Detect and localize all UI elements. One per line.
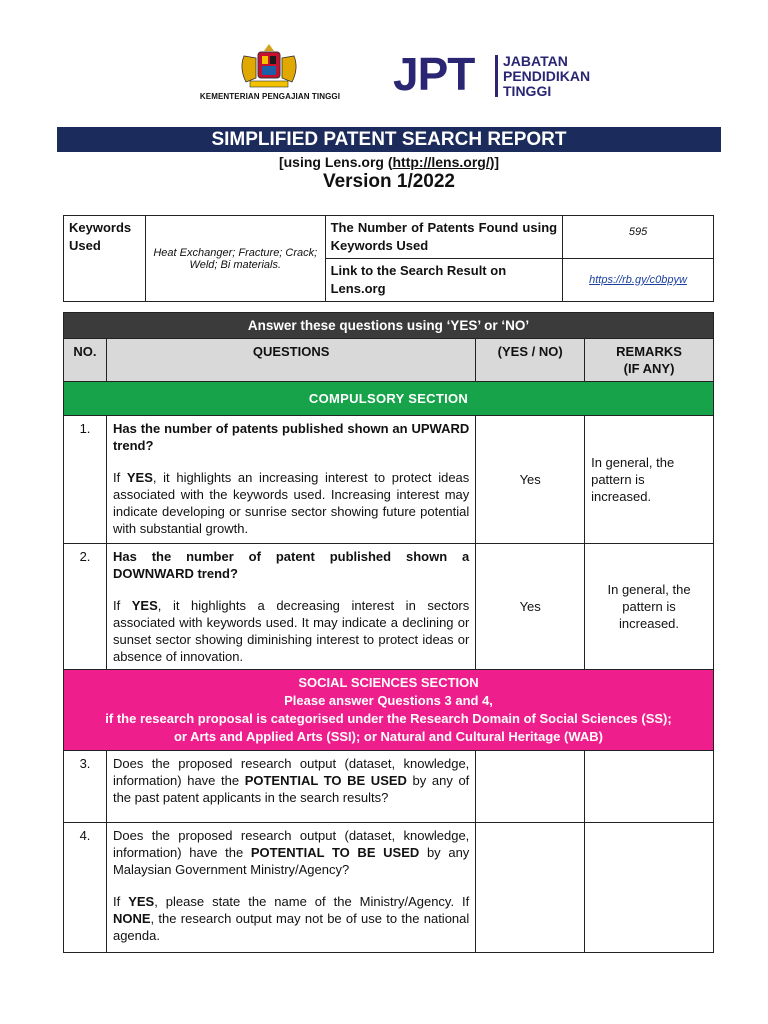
keywords-value: Heat Exchanger; Fracture; Crack; Weld; Bi materials. [145,216,325,302]
jpt-logo-acronym: JPT [393,48,475,100]
table-row [64,544,714,670]
report-subtitle: [using Lens.org (http://lens.org/)] [278,154,500,170]
question-cell: Has the number of patents published shown an UPWARD trend? If YES, it highlights an increasing interest to protect ideas associated with the keywords used. Increasing interest may indicate developing or sunrise sector showing future potential with substantial growth. [106,416,475,544]
remarks-cell[interactable]: In general, the pattern is increased. [585,544,714,670]
malaysia-coat-of-arms-logo [236,42,302,90]
question-number: 4. [64,823,107,953]
table-row [64,751,714,823]
table-row [64,823,714,953]
ministry-label: KEMENTERIAN PENGAJIAN TINGGI [199,92,341,101]
answer-cell[interactable]: Yes [476,416,585,544]
question-number: 2. [64,544,107,670]
keywords-label: Keywords Used [64,216,146,302]
search-result-link[interactable]: https://rb.gy/c0bpyw [589,274,687,286]
question-cell: Has the number of patent published shown a DOWNWARD trend? If YES, it highlights a decreasing interest in sectors associated with keywords used. It may indicate a declining or sunset sector showing diminishing interest to protect ideas or absence of innovation. [106,544,475,670]
answer-cell[interactable] [476,823,585,953]
remarks-cell[interactable] [585,823,714,953]
question-number: 1. [64,416,107,544]
patent-count-label: The Number of Patents Found using Keywords Used [325,216,562,259]
answer-cell[interactable]: Yes [476,544,585,670]
search-link-label: Link to the Search Result on Lens.org [325,259,562,302]
question-number: 3. [64,751,107,823]
keywords-table [63,215,714,302]
col-remarks-header: REMARKS (IF ANY) [585,339,714,382]
patent-count-value: 595 [563,216,714,259]
col-no-header: NO. [64,339,107,382]
col-yesno-header: (YES / NO) [476,339,585,382]
social-sciences-section-header: SOCIAL SCIENCES SECTION Please answer Questions 3 and 4, if the research proposal is categorised under the Research Domain of Social Sciences (SS); or Arts and Applied Arts (SSI); or Natural and Cultural Heritage (WAB) [64,670,714,751]
remarks-cell[interactable]: In general, the pattern is increased. [585,416,714,544]
question-cell: Does the proposed research output (dataset, knowledge, information) have the POTENTIAL TO BE USED by any Malaysian Government Ministry/Agency? If YES, please state the name of the Ministry/Agency. If NONE, the research output may not be of use to the national agenda. [106,823,475,953]
questions-table [63,312,714,953]
question-cell: Does the proposed research output (dataset, knowledge, information) have the POTENTIAL TO BE USED by any of the past patent applicants in the search results? [106,751,475,823]
table-row [64,416,714,544]
jpt-logo-divider [495,55,498,97]
report-title: SIMPLIFIED PATENT SEARCH REPORT [57,127,721,152]
jpt-logo-name: JABATAN PENDIDIKAN TINGGI [503,53,591,99]
remarks-cell[interactable] [585,751,714,823]
instruction-header: Answer these questions using ‘YES’ or ‘NO’ [64,313,714,339]
report-version: Version 1/2022 [322,171,456,192]
answer-cell[interactable] [476,751,585,823]
lens-link[interactable]: http://lens.org/ [392,154,490,170]
col-questions-header: QUESTIONS [106,339,475,382]
compulsory-section-header: COMPULSORY SECTION [64,382,714,416]
